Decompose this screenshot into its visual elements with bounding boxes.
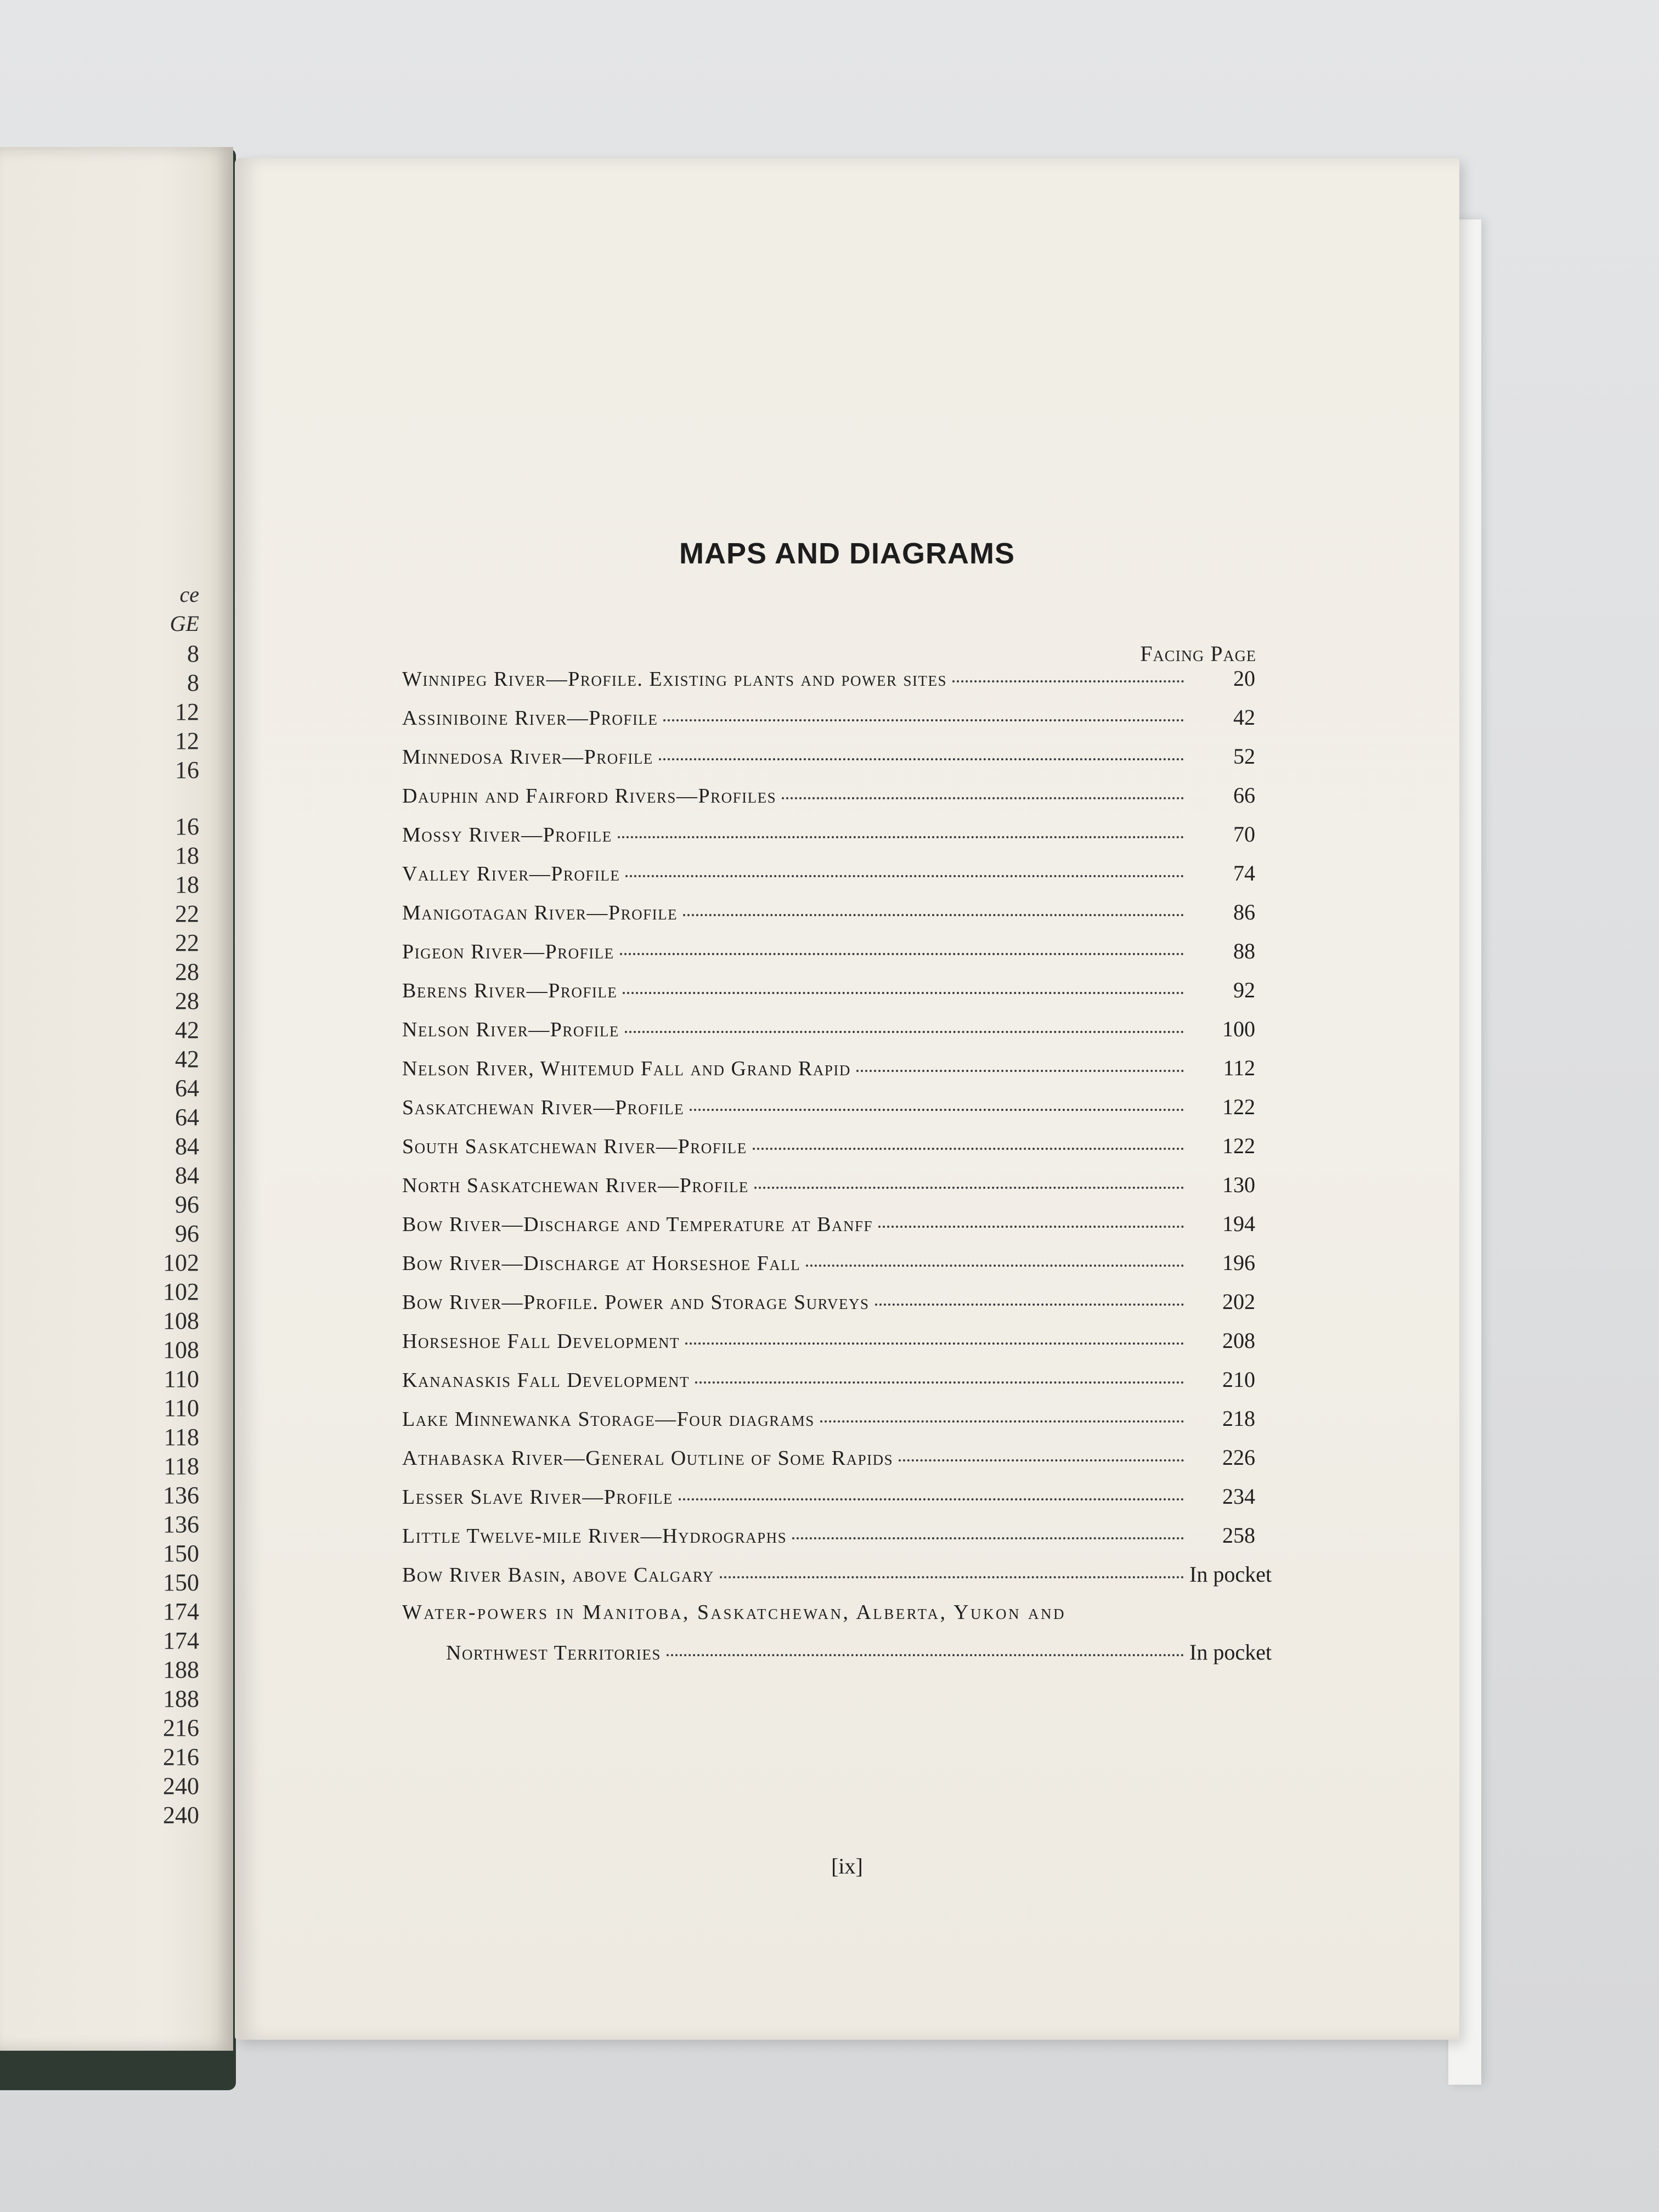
- toc-entry-page: 202: [1222, 1289, 1255, 1314]
- left-page-number: 110: [163, 1365, 199, 1392]
- toc-entry: [402, 1522, 1255, 1555]
- toc-entry-label: Bow River—Discharge and Temperature at Banff: [402, 1213, 873, 1236]
- toc-entry-label: Kananaskis Fall Development: [402, 1369, 690, 1392]
- toc-entry-label: Pigeon River—Profile: [402, 940, 614, 963]
- toc-entry: [402, 860, 1255, 893]
- left-page-number: 150: [163, 1569, 199, 1596]
- toc-entry-page: 100: [1222, 1017, 1255, 1041]
- page-number-folio: [ix]: [831, 1854, 863, 1878]
- toc-entry: [402, 899, 1255, 932]
- dot-leader: [952, 680, 1184, 682]
- toc-entry-page: 52: [1233, 744, 1255, 769]
- left-page-number: 22: [175, 929, 199, 956]
- toc-entry-page: In pocket: [1189, 1562, 1272, 1587]
- dot-leader: [685, 1342, 1184, 1345]
- toc-entry-page: 86: [1233, 900, 1255, 924]
- left-page-number: 18: [175, 871, 199, 898]
- left-page-number: 174: [163, 1627, 199, 1654]
- toc-entry-label: North Saskatchewan River—Profile: [402, 1174, 749, 1197]
- toc-entry-page: 42: [1233, 705, 1255, 730]
- left-page-number: 136: [163, 1511, 199, 1538]
- toc-entry-label: Nelson River, Whitemud Fall and Grand Rapid: [402, 1057, 851, 1080]
- dot-leader: [753, 1148, 1184, 1150]
- toc-entry-page: 208: [1222, 1328, 1255, 1353]
- left-page-number: 216: [163, 1743, 199, 1770]
- toc-entry-label: Bow River—Profile. Power and Storage Surveys: [402, 1291, 870, 1314]
- toc-entry-page: 258: [1222, 1523, 1255, 1548]
- left-page-number: 110: [163, 1395, 199, 1421]
- toc-entry-page: 66: [1233, 783, 1255, 808]
- left-page-header-2: GE: [170, 611, 199, 636]
- toc-entry-label: Assiniboine River—Profile: [402, 707, 658, 730]
- toc-entry: [402, 1211, 1255, 1244]
- page-title: MAPS AND DIAGRAMS: [679, 537, 1015, 570]
- left-page-number: 118: [163, 1424, 199, 1451]
- dot-leader: [782, 797, 1184, 799]
- toc-entry-page: 196: [1222, 1250, 1255, 1275]
- toc-entry: [402, 1444, 1255, 1477]
- left-page-number: 42: [175, 1017, 199, 1043]
- left-page-number: 96: [175, 1220, 199, 1247]
- toc-entry-page: 74: [1233, 861, 1255, 885]
- left-page-number: 16: [175, 757, 199, 783]
- left-page: [0, 147, 233, 2051]
- toc-entry: [402, 1367, 1255, 1400]
- toc-entry-label: Valley River—Profile: [402, 862, 620, 885]
- toc-entry-page: 88: [1233, 939, 1255, 963]
- dot-leader: [623, 992, 1184, 994]
- left-page-number: 22: [175, 900, 199, 927]
- toc-entry-page: 112: [1223, 1056, 1255, 1080]
- dot-leader: [806, 1265, 1184, 1267]
- toc-entry-page: 70: [1233, 822, 1255, 847]
- dot-leader: [667, 1654, 1184, 1656]
- toc-entry: [402, 1055, 1255, 1088]
- toc-entry: [402, 1406, 1255, 1438]
- toc-entry-page: 218: [1222, 1406, 1255, 1431]
- dot-leader: [659, 758, 1184, 760]
- left-page-number: 84: [175, 1133, 199, 1160]
- dot-leader: [625, 875, 1184, 877]
- left-page-number: 118: [163, 1453, 199, 1480]
- toc-entry: [402, 1250, 1255, 1283]
- toc-entry: [402, 1483, 1255, 1516]
- toc-entry-label: Manigotagan River—Profile: [402, 901, 678, 924]
- dot-leader: [618, 836, 1184, 838]
- toc-entry: [402, 782, 1255, 815]
- dot-leader: [878, 1226, 1184, 1228]
- toc-entry-label: Athabaska River—General Outline of Some Rapids: [402, 1447, 894, 1470]
- toc-entry: [402, 704, 1255, 737]
- left-page-number: 64: [175, 1075, 199, 1102]
- toc-entry: [402, 743, 1255, 776]
- dot-leader: [679, 1498, 1184, 1500]
- dot-leader: [875, 1304, 1184, 1306]
- dot-leader: [690, 1109, 1184, 1111]
- toc-entry-label: Saskatchewan River—Profile: [402, 1096, 685, 1119]
- toc-entry-page: 20: [1233, 666, 1255, 691]
- left-page-number: 150: [163, 1540, 199, 1567]
- dot-leader: [820, 1420, 1184, 1423]
- left-page-number: 136: [163, 1482, 199, 1509]
- left-page-number: 188: [163, 1685, 199, 1712]
- toc-entry-page: 92: [1233, 978, 1255, 1002]
- left-page-number: 102: [163, 1249, 199, 1276]
- left-page-number: 96: [175, 1191, 199, 1218]
- dot-leader: [683, 914, 1184, 916]
- facing-page-header: Facing Page: [1140, 641, 1256, 666]
- toc-entry-label: Lake Minnewanka Storage—Four diagrams: [402, 1408, 815, 1431]
- toc-entry: [402, 1561, 1272, 1594]
- left-page-number: 174: [163, 1598, 199, 1625]
- toc-entry: [402, 1328, 1255, 1361]
- toc-entry-page: 122: [1222, 1094, 1255, 1119]
- toc-entry-label: Water-powers in Manitoba, Saskatchewan, Alberta, Yukon and: [402, 1601, 1066, 1624]
- left-page-number: 18: [175, 842, 199, 869]
- toc-entry-label: Nelson River—Profile: [402, 1018, 619, 1041]
- toc-entry-label: Horseshoe Fall Development: [402, 1330, 680, 1353]
- toc-entry-label: Berens River—Profile: [402, 979, 618, 1002]
- toc-entry: [402, 1016, 1255, 1049]
- left-page-number: 102: [163, 1278, 199, 1305]
- left-page-number: 8: [187, 669, 199, 696]
- left-page-number: 28: [175, 988, 199, 1014]
- left-page-number: 64: [175, 1104, 199, 1131]
- dot-leader: [754, 1187, 1184, 1189]
- toc-entry-label: Bow River Basin, above Calgary: [402, 1564, 714, 1587]
- toc-entry-page: 226: [1222, 1445, 1255, 1470]
- left-page-number: 28: [175, 958, 199, 985]
- toc-entry: [402, 1639, 1272, 1672]
- dot-leader: [620, 953, 1184, 955]
- dot-leader: [856, 1070, 1184, 1072]
- toc-entry: [402, 1172, 1255, 1205]
- dot-leader: [899, 1459, 1184, 1462]
- left-page-number: 216: [163, 1714, 199, 1741]
- left-page-number: 42: [175, 1046, 199, 1073]
- dot-leader: [792, 1537, 1184, 1539]
- left-page-number: 240: [163, 1802, 199, 1829]
- toc-entry-label: Minnedosa River—Profile: [402, 746, 653, 769]
- dot-leader: [625, 1031, 1184, 1033]
- toc-entry: [402, 1133, 1255, 1166]
- toc-entry-label: Mossy River—Profile: [402, 823, 612, 847]
- left-page-number: 188: [163, 1656, 199, 1683]
- toc-entry-page: 194: [1222, 1211, 1255, 1236]
- toc-entry: [402, 938, 1255, 971]
- dot-leader: [720, 1576, 1184, 1578]
- left-page-number: 84: [175, 1162, 199, 1189]
- left-page-number: 12: [175, 727, 199, 754]
- right-page: [235, 158, 1459, 2040]
- toc-entry: [402, 1094, 1255, 1127]
- dot-leader: [663, 719, 1184, 721]
- toc-entry: [402, 821, 1255, 854]
- toc-entry: [402, 1289, 1255, 1322]
- toc-entry-page: 210: [1222, 1367, 1255, 1392]
- toc-entry-page: 122: [1222, 1133, 1255, 1158]
- toc-entry-page: 130: [1222, 1172, 1255, 1197]
- toc-entry-label: Dauphin and Fairford Rivers—Profiles: [402, 785, 777, 808]
- left-page-number-column: [0, 147, 199, 2051]
- left-page-number: 12: [175, 698, 199, 725]
- toc-entry-label: Winnipeg River—Profile. Existing plants and power sites: [402, 668, 947, 691]
- toc-entry-label: South Saskatchewan River—Profile: [402, 1135, 747, 1158]
- left-page-number: 240: [163, 1773, 199, 1799]
- toc-entry-label: Lesser Slave River—Profile: [402, 1486, 673, 1509]
- left-page-number: 16: [175, 813, 199, 840]
- toc-entry-label: Northwest Territories: [446, 1641, 661, 1664]
- left-page-header-1: ce: [179, 582, 199, 607]
- toc-entry-page: 234: [1222, 1484, 1255, 1509]
- dot-leader: [695, 1381, 1184, 1384]
- toc-entry: [402, 1600, 1255, 1633]
- left-page-number: 108: [163, 1336, 199, 1363]
- toc-entry: [402, 665, 1255, 698]
- left-page-number: 108: [163, 1307, 199, 1334]
- toc-entry-label: Little Twelve-mile River—Hydrographs: [402, 1525, 787, 1548]
- toc-entry-label: Bow River—Discharge at Horseshoe Fall: [402, 1252, 801, 1275]
- toc-entry: [402, 977, 1255, 1010]
- left-page-number: 8: [187, 640, 199, 667]
- toc-entry-page: In pocket: [1189, 1640, 1272, 1664]
